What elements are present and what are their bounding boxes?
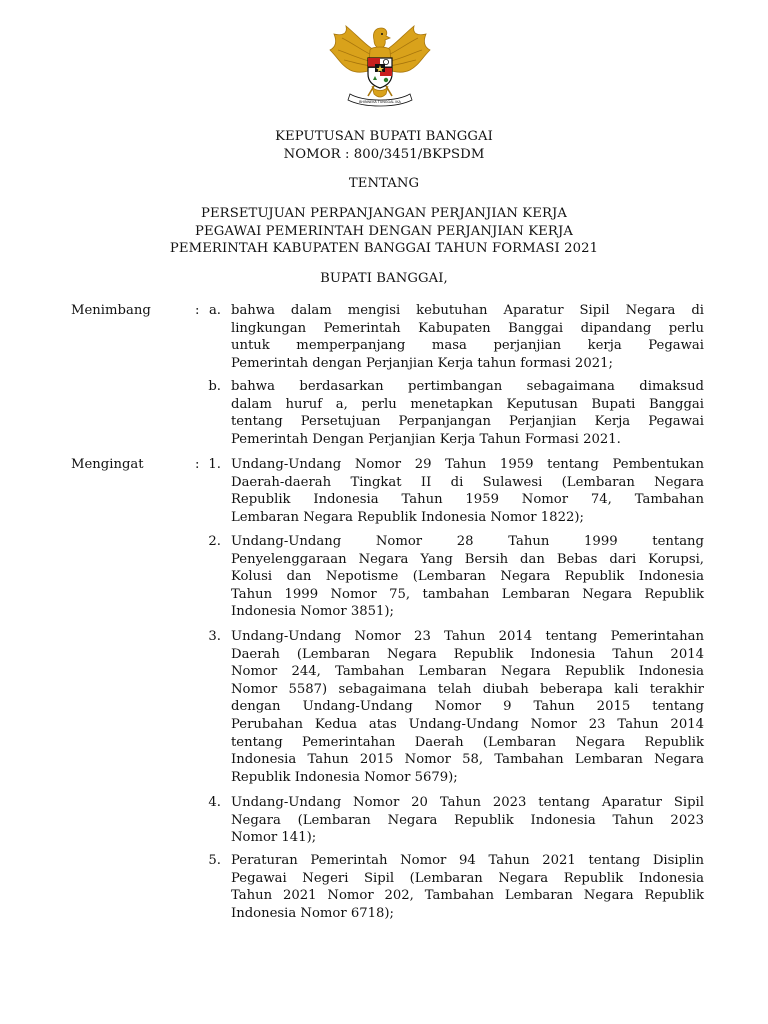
text-line: Indonesia Nomor 6718); bbox=[231, 905, 394, 921]
item-text bbox=[231, 533, 704, 621]
text-line: Indonesia Nomor 3851); bbox=[231, 604, 394, 620]
text-line: Pemerintah dengan Perjanjian Kerja tahun formasi 2021; bbox=[231, 355, 613, 371]
text-line: Indonesia Tahun 2015 Nomor 58, Tambahan Lembaran Negara bbox=[231, 752, 704, 768]
text-line: Undang-Undang Nomor 20 Tahun 2023 tentang Aparatur Sipil bbox=[231, 795, 704, 810]
item-number: b. bbox=[208, 379, 221, 394]
colon: : bbox=[195, 457, 200, 472]
text-line: Undang-Undang Nomor 28 Tahun 1999 tentang bbox=[231, 534, 704, 549]
text-line: Pemerintah Dengan Perjanjian Kerja Tahun Formasi 2021. bbox=[231, 431, 621, 447]
text-line: Tahun 2021 Nomor 202, Tambahan Lembaran Negara Republik bbox=[231, 888, 704, 904]
text-line: tentang Pemerintahan Daerah (Lembaran Negara Republik bbox=[231, 734, 704, 750]
text-line: Nomor 5587) sebagaimana telah diubah beberapa kali terakhir bbox=[231, 681, 704, 697]
subject-line: PERSETUJUAN PERPANJANGAN PERJANJIAN KERJA bbox=[200, 206, 568, 221]
text-line: tentang Persetujuan Perpanjangan Perjanjian Kerja Pegawai bbox=[231, 414, 704, 430]
item-text bbox=[231, 794, 704, 847]
item-text bbox=[231, 302, 704, 372]
text-line: Pegawai Negeri Sipil (Lembaran Negara Republik Indonesia bbox=[231, 870, 704, 886]
item-number: 1. bbox=[208, 457, 221, 472]
text-line: Undang-Undang Nomor 23 Tahun 2014 tentang Pemerintahan bbox=[231, 629, 704, 644]
garuda-emblem-icon bbox=[328, 22, 432, 110]
item-number: 4. bbox=[208, 795, 221, 810]
text-line: Republik Indonesia Tahun 1959 Nomor 74, Tambahan bbox=[231, 492, 704, 508]
text-line: Daerah (Lembaran Negara Republik Indonesia Tahun 2014 bbox=[231, 646, 704, 662]
item-text bbox=[231, 628, 704, 786]
item-number: 3. bbox=[208, 629, 221, 644]
colon: : bbox=[195, 303, 200, 318]
item-text bbox=[231, 456, 704, 526]
item-number: 5. bbox=[208, 853, 221, 868]
text-line: bahwa berdasarkan pertimbangan sebagaimana dimaksud bbox=[231, 379, 704, 394]
text-line: Kolusi dan Nepotisme (Lembaran Negara Republik Indonesia bbox=[231, 569, 704, 585]
text-line: Republik Indonesia Nomor 5679); bbox=[231, 769, 458, 785]
tentang-heading: TENTANG bbox=[348, 176, 420, 191]
text-line: Tahun 1999 Nomor 75, tambahan Lembaran Negara Republik bbox=[231, 586, 704, 602]
text-line: dalam huruf a, perlu menetapkan Keputusan Bupati Banggai bbox=[231, 396, 704, 412]
text-line: Penyelenggaraan Negara Yang Bersih dan Bebas dari Korupsi, bbox=[231, 551, 704, 567]
text-line: dengan Undang-Undang Nomor 9 Tahun 2015 tentang bbox=[231, 699, 704, 715]
text-line: bahwa dalam mengisi kebutuhan Aparatur Sipil Negara di bbox=[231, 303, 704, 318]
decree-number: NOMOR : 800/3451/BKPSDM bbox=[283, 146, 485, 162]
text-line: lingkungan Pemerintah Kabupaten Banggai dipandang perlu bbox=[231, 320, 704, 336]
item-number: a. bbox=[208, 303, 221, 318]
text-line: Lembaran Negara Republik Indonesia Nomor 1822); bbox=[231, 509, 584, 525]
item-text bbox=[231, 378, 704, 448]
mengingat-label: Mengingat bbox=[71, 457, 144, 472]
emblem-motto: BHINNEKA TUNGGAL IKA bbox=[359, 100, 401, 104]
decree-title bbox=[0, 128, 768, 163]
menimbang-label: Menimbang bbox=[71, 303, 151, 318]
text-line: Daerah-daerah Tingkat II di Sulawesi (Lembaran Negara bbox=[231, 474, 704, 490]
text-line: untuk memperpanjang masa perjanjian kerja Pegawai bbox=[231, 338, 704, 354]
subject-line: PEGAWAI PEMERINTAH DENGAN PERJANJIAN KERJA bbox=[195, 223, 573, 239]
subject-line: PEMERINTAH KABUPATEN BANGGAI TAHUN FORMASI 2021 bbox=[169, 241, 599, 257]
official-title: BUPATI BANGGAI, bbox=[320, 271, 448, 286]
item-number: 2. bbox=[208, 534, 221, 549]
item-text bbox=[231, 852, 704, 922]
text-line: Perubahan Kedua atas Undang-Undang Nomor 23 Tahun 2014 bbox=[231, 716, 704, 732]
text-line: Undang-Undang Nomor 29 Tahun 1959 tentang Pembentukan bbox=[231, 457, 704, 472]
decree-title-line: KEPUTUSAN BUPATI BANGGAI bbox=[275, 129, 493, 144]
text-line: Nomor 244, Tambahan Lembaran Negara Republik Indonesia bbox=[231, 664, 704, 680]
decree-subject bbox=[0, 205, 768, 258]
text-line: Peraturan Pemerintah Nomor 94 Tahun 2021 tentang Disiplin bbox=[231, 853, 704, 868]
text-line: Nomor 141); bbox=[231, 830, 317, 846]
text-line: Negara (Lembaran Negara Republik Indonesia Tahun 2023 bbox=[231, 812, 704, 828]
